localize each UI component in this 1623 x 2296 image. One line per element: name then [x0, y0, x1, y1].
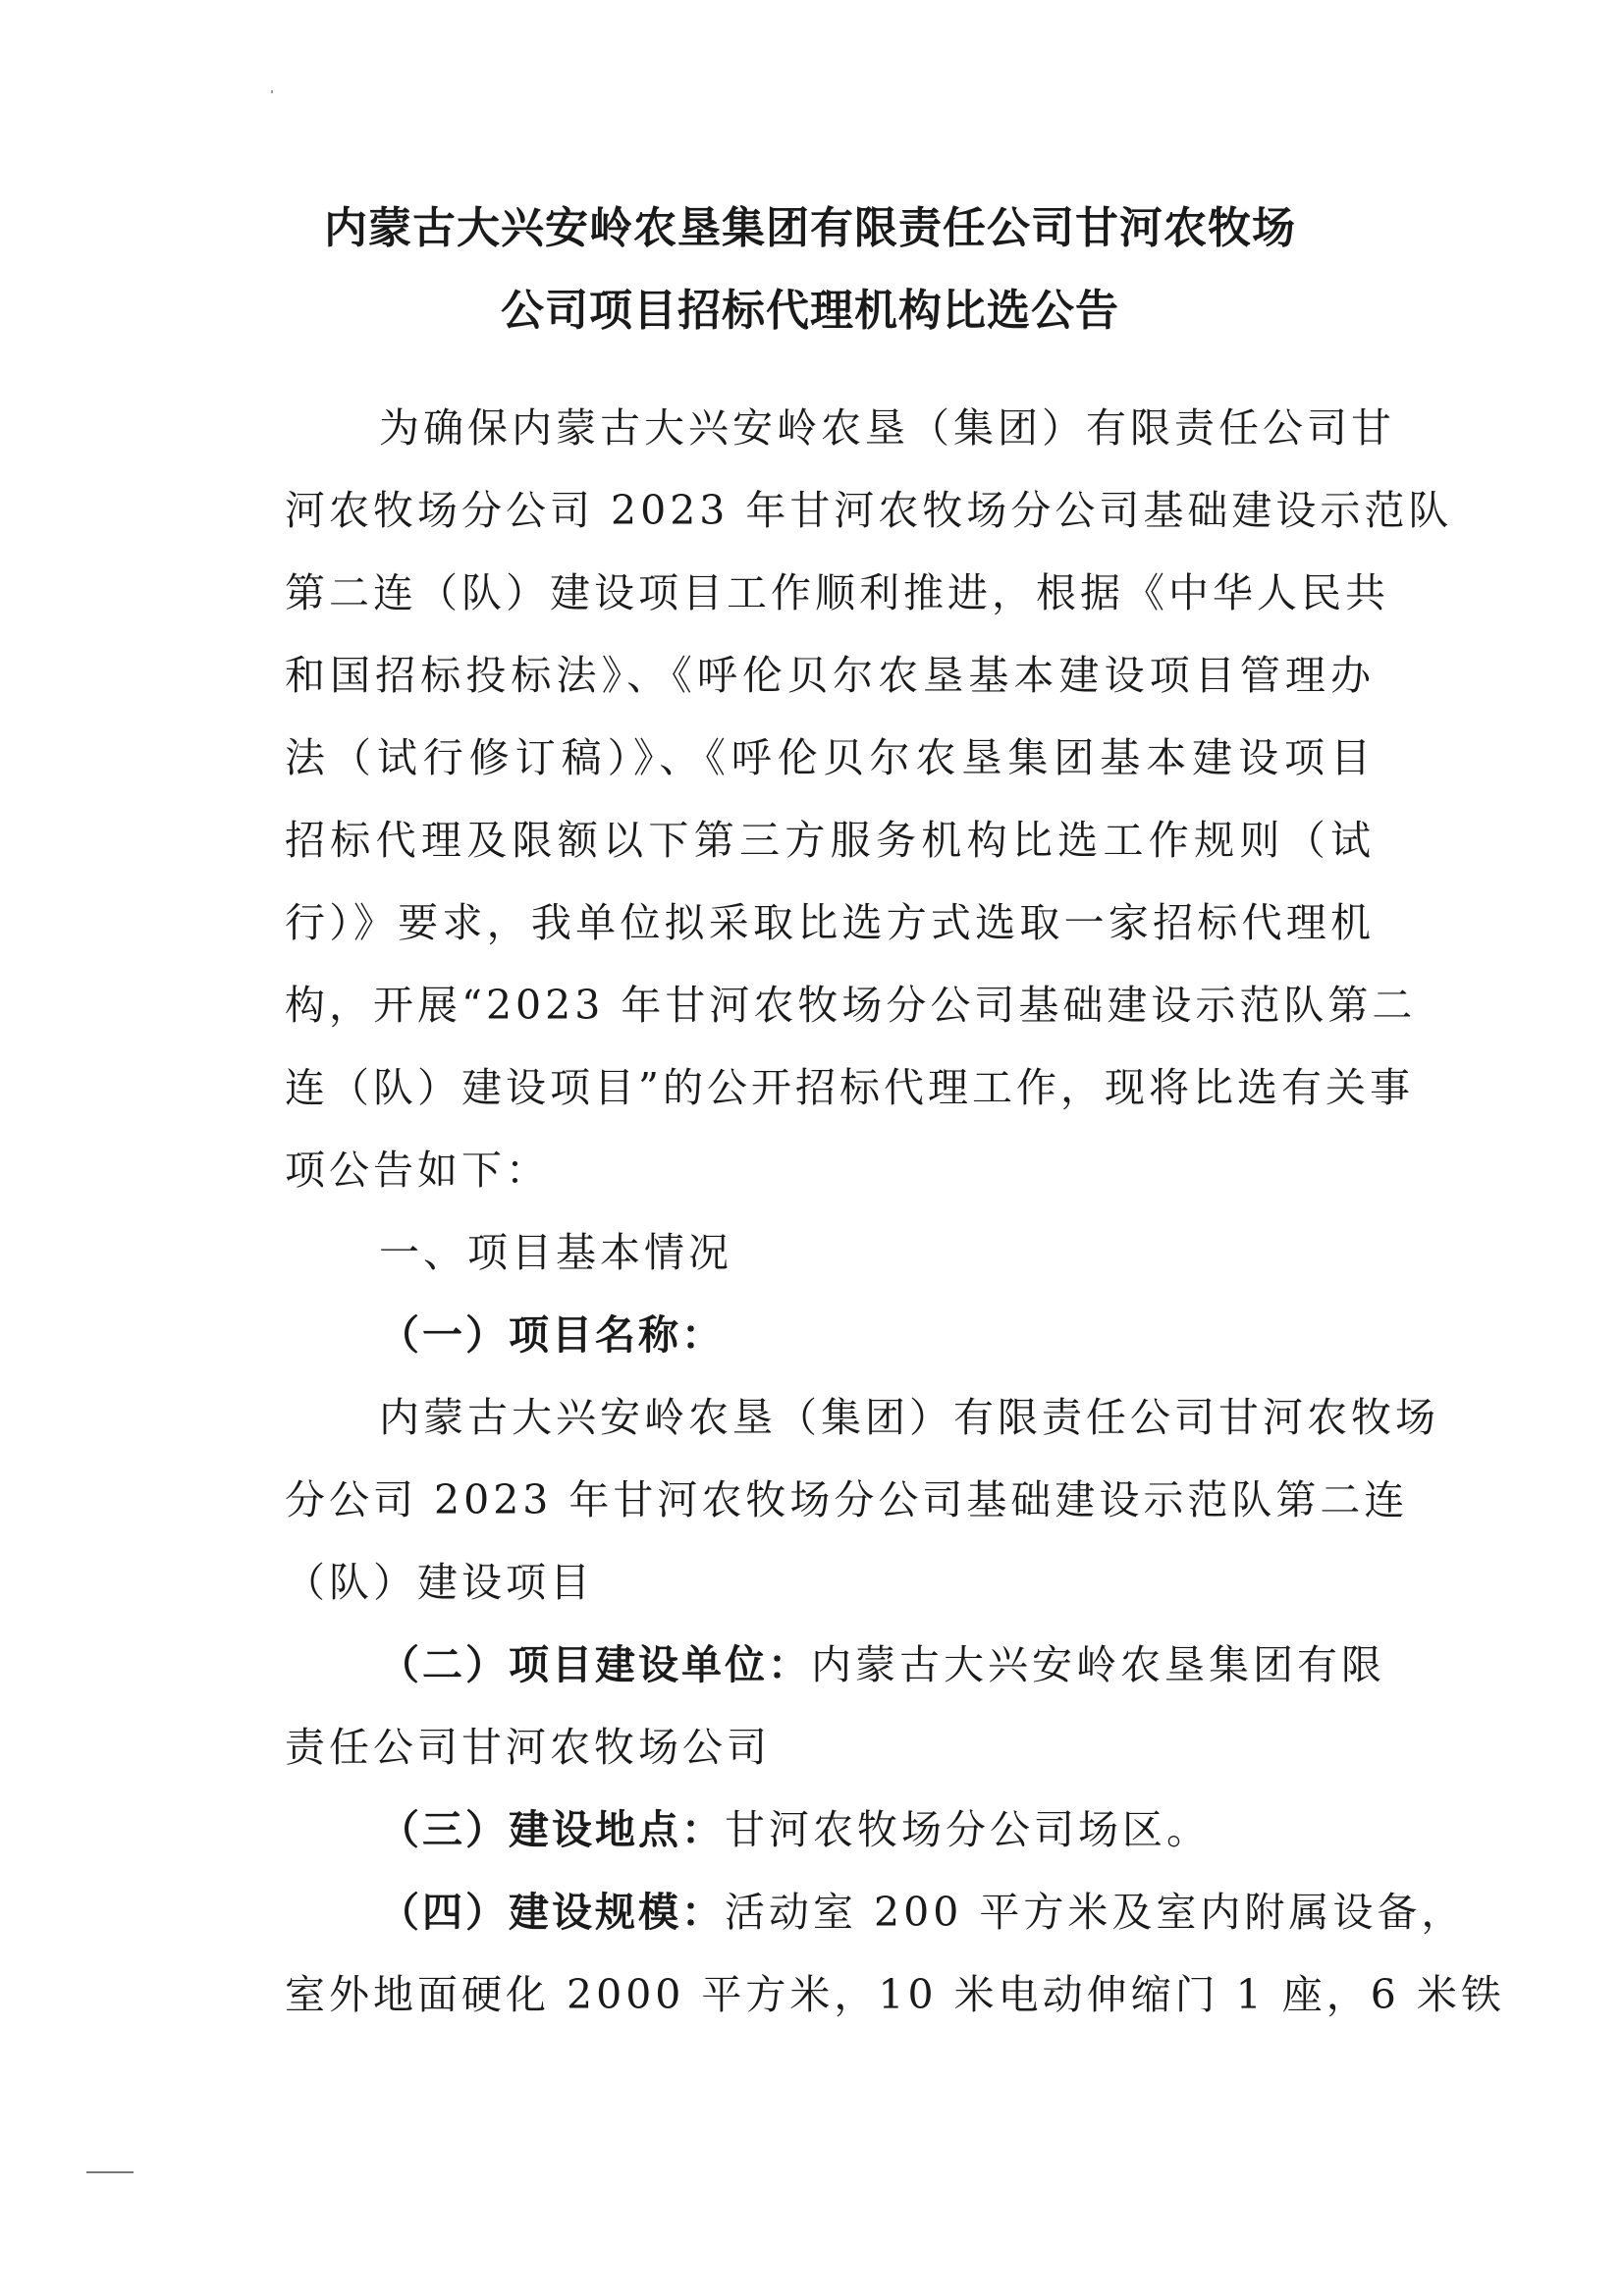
paragraph-line: 和国招标投标法》、《呼伦贝尔农垦基本建设项目管理办 [285, 652, 1375, 699]
item-3-value: 甘河农牧场分公司场区。 [725, 1806, 1211, 1853]
item-2-line [285, 1624, 1385, 1706]
item-1-value-line: 内蒙古大兴安岭农垦（集团）有限责任公司甘河农牧场 [379, 1394, 1439, 1441]
paragraph-line: 河农牧场分公司 2023 年甘河农牧场分公司基础建设示范队 [285, 487, 1453, 534]
document-title-line-2: 公司项目招标代理机构比选公告 [501, 286, 1119, 336]
item-4-value: 活动室 200 平方米及室内附属设备， [725, 1889, 1466, 1936]
paragraph-line: 第二连（队）建设项目工作顺利推进，根据《中华人民共 [285, 569, 1389, 616]
item-3-label: （三）建设地点： [379, 1806, 725, 1853]
document-title-line-1: 内蒙古大兴安岭农垦集团有限责任公司甘河农牧场 [324, 203, 1296, 253]
section-heading: 一、项目基本情况 [379, 1229, 732, 1276]
item-4-value-continued: 室外地面硬化 2000 平方米，10 米电动伸缩门 1 座，6 米铁 [285, 1971, 1505, 2018]
paragraph-line: 法（试行修订稿）》、《呼伦贝尔农垦集团基本建设项目 [285, 734, 1375, 781]
item-4-line [285, 1871, 1466, 1953]
item-2-value-continued: 责任公司甘河农牧场公司 [285, 1724, 771, 1771]
item-3-line [285, 1789, 1375, 1871]
item-1-value-line: 分公司 2023 年甘河农牧场分公司基础建设示范队第二连 [285, 1476, 1409, 1523]
paragraph-line: 连（队）建设项目”的公开招标代理工作，现将比选有关事 [285, 1064, 1414, 1111]
paragraph-line: 行）》要求，我单位拟采取比选方式选取一家招标代理机 [285, 899, 1375, 946]
item-4-label: （四）建设规模： [379, 1889, 725, 1936]
scan-speck [271, 90, 273, 93]
item-2-label: （二）项目建设单位： [379, 1641, 811, 1688]
item-1-label: （一）项目名称： [379, 1311, 725, 1359]
scan-edge-mark [86, 2171, 134, 2173]
paragraph-line: 招标代理及限额以下第三方服务机构比选工作规则（试 [285, 817, 1375, 864]
item-2-value: 内蒙古大兴安岭农垦集团有限 [811, 1641, 1385, 1688]
paragraph-line: 构，开展“2023 年甘河农牧场分公司基础建设示范队第二 [285, 982, 1417, 1029]
paragraph-line: 为确保内蒙古大兴安岭农垦（集团）有限责任公司甘 [379, 404, 1395, 452]
paragraph-line: 项公告如下： [285, 1147, 550, 1194]
item-1-value-line: （队）建设项目 [285, 1559, 594, 1606]
document-body [285, 387, 1505, 2036]
